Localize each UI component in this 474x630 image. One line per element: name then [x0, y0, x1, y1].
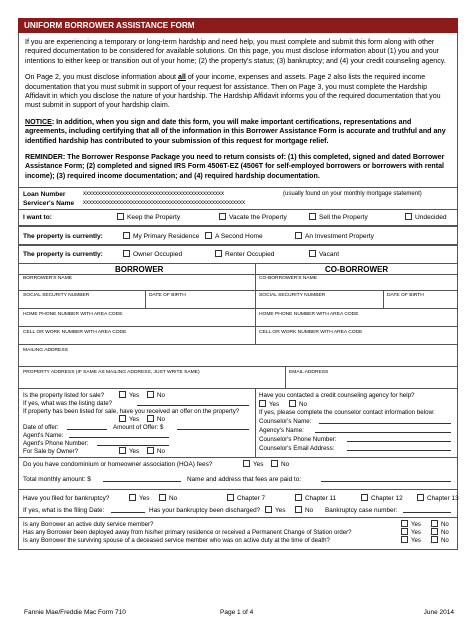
property-address-field[interactable]: PROPERTY ADDRESS (IF SAME AS MAILING ADDRESS, JUST WRITE SAME) [23, 370, 200, 376]
counselor-name-input[interactable] [319, 417, 451, 424]
hoa-yes-option[interactable]: Yes [243, 460, 263, 468]
hoa-section [18, 458, 458, 490]
discharged-label: Has your bankruptcy been discharged? [149, 507, 261, 515]
form-page [18, 18, 458, 550]
co-borrower-header: CO-BORROWER [325, 265, 389, 275]
discharged-yes-option[interactable]: Yes [265, 506, 285, 514]
undecided-option[interactable]: Undecided [405, 213, 447, 221]
bankruptcy-no-option[interactable]: No [159, 494, 177, 502]
hoa-paid-to-input[interactable] [321, 475, 451, 482]
loan-number-note: (usually found on your monthly mortgage statement) [283, 191, 422, 198]
borrower-name-field[interactable]: BORROWER'S NAME [23, 276, 73, 282]
listing-counseling-section [18, 389, 458, 458]
intent-row [18, 210, 458, 227]
footer-page-number: Page 1 of 4 [220, 609, 254, 616]
filing-date-input[interactable] [111, 506, 145, 513]
surviving-spouse-yes-option[interactable]: Yes [401, 536, 421, 544]
hoa-paid-to-label: Name and address that fees are paid to: [187, 476, 302, 484]
hoa-no-option[interactable]: No [271, 460, 289, 468]
investment-property-checkbox[interactable] [295, 232, 302, 239]
listed-no-checkbox[interactable] [147, 391, 154, 398]
second-home-checkbox[interactable] [205, 232, 212, 239]
investment-property-option[interactable]: An Investment Property [295, 232, 374, 240]
offer-yes-option[interactable]: Yes [119, 415, 139, 423]
offer-amount-input[interactable] [177, 423, 249, 430]
owner-occupied-option[interactable]: Owner Occupied [123, 250, 182, 258]
names-row [18, 275, 458, 291]
offer-date-label: Date of offer: [23, 424, 59, 432]
discharged-no-checkbox[interactable] [295, 506, 302, 513]
listed-yes-option[interactable]: Yes [119, 391, 139, 399]
counselor-phone-label: Counselor's Phone Number: [259, 436, 337, 444]
co-borrower-cell-phone-field[interactable]: CELL OR WORK NUMBER WITH AREA CODE [259, 330, 363, 336]
bankruptcy-question: Have you filed for bankruptcy? [23, 495, 110, 503]
counseling-yes-checkbox[interactable] [259, 400, 266, 407]
listing-date-label: If yes, what was the listing date? [23, 400, 113, 408]
property-status-label: The property is currently: [23, 233, 103, 241]
case-number-label: Bankruptcy case number: [325, 507, 398, 515]
chapter-7-option[interactable]: Chapter 7 [227, 494, 265, 502]
vacant-option[interactable]: Vacant [309, 250, 339, 258]
renter-occupied-checkbox[interactable] [215, 250, 222, 257]
intent-label: I want to: [23, 214, 52, 222]
sell-property-checkbox[interactable] [309, 213, 316, 220]
loan-info-row [18, 188, 458, 210]
deployed-yes-option[interactable]: Yes [401, 528, 421, 536]
vacate-property-option[interactable]: Vacate the Property [219, 213, 287, 221]
home-phone-row [18, 309, 458, 327]
agent-phone-input[interactable] [97, 439, 169, 446]
agency-name-input[interactable] [315, 426, 451, 433]
mailing-address-row [18, 345, 458, 367]
chapter-11-option[interactable]: Chapter 11 [295, 494, 336, 502]
active-duty-yes-checkbox[interactable] [401, 520, 408, 527]
cell-phone-row [18, 327, 458, 345]
chapter-13-option[interactable]: Chapter 13 [417, 494, 459, 502]
active-duty-yes-option[interactable]: Yes [401, 520, 421, 528]
counseling-no-option[interactable]: No [289, 400, 307, 408]
military-section [18, 518, 458, 550]
listed-for-sale-question: Is the property listed for sale? [23, 392, 105, 400]
borrower-ssn-field[interactable]: SOCIAL SECURITY NUMBER [23, 293, 90, 299]
servicer-label: Servicer's Name [23, 200, 75, 208]
counseling-no-checkbox[interactable] [289, 400, 296, 407]
hoa-yes-checkbox[interactable] [243, 460, 250, 467]
agent-phone-label: Agent's Phone Number: [23, 440, 89, 448]
counselor-name-label: Counselor's Name: [259, 418, 312, 426]
active-duty-no-option[interactable]: No [431, 520, 449, 528]
listing-date-input[interactable] [137, 399, 249, 406]
undecided-checkbox[interactable] [405, 213, 412, 220]
chapter-12-checkbox[interactable] [361, 494, 368, 501]
primary-residence-option[interactable]: My Primary Residence [123, 232, 199, 240]
borrower-cell-phone-field[interactable]: CELL OR WORK NUMBER WITH AREA CODE [23, 330, 127, 336]
co-borrower-dob-field[interactable]: DATE OF BIRTH [387, 293, 424, 299]
footer-form-id: Fannie Mae/Freddie Mac Form 710 [24, 609, 126, 616]
property-status-row [18, 227, 458, 246]
bankruptcy-section [18, 490, 458, 518]
offer-date-input[interactable] [67, 423, 107, 430]
active-duty-question: Is any Borrower an active duty service member? [23, 521, 154, 529]
offer-yes-checkbox[interactable] [119, 415, 126, 422]
surviving-spouse-question: Is any Borrower the surviving spouse of a deceased service member who was on active duty at the time of death? [23, 537, 330, 545]
vacant-checkbox[interactable] [309, 250, 316, 257]
offer-question: If property has been listed for sale, have you received an offer on the property? [23, 408, 240, 416]
discharged-no-option[interactable]: No [295, 506, 313, 514]
hoa-total-input[interactable] [103, 475, 181, 482]
hoa-no-checkbox[interactable] [271, 460, 278, 467]
offer-no-checkbox[interactable] [147, 415, 154, 422]
surviving-spouse-no-option[interactable]: No [431, 536, 449, 544]
filing-date-label: If yes, what is the filing Date: [23, 507, 105, 515]
primary-residence-checkbox[interactable] [123, 232, 130, 239]
co-borrower-home-phone-field[interactable]: HOME PHONE NUMBER WITH AREA CODE [259, 312, 359, 318]
bankruptcy-yes-option[interactable]: Yes [129, 494, 149, 502]
renter-occupied-option[interactable]: Renter Occupied [215, 250, 274, 258]
ssn-dob-row [18, 291, 458, 309]
form-title: UNIFORM BORROWER ASSISTANCE FORM [18, 18, 458, 33]
chapter-11-checkbox[interactable] [295, 494, 302, 501]
chapter-12-option[interactable]: Chapter 12 [361, 494, 403, 502]
listed-yes-checkbox[interactable] [119, 391, 126, 398]
chapter-13-checkbox[interactable] [417, 494, 424, 501]
agency-name-label: Agency's Name: [259, 427, 304, 435]
counselor-email-input[interactable] [347, 444, 451, 451]
occupancy-label: The property is currently: [23, 251, 103, 259]
intro-section [18, 33, 458, 188]
counselor-phone-input[interactable] [347, 435, 451, 442]
co-borrower-ssn-field[interactable]: SOCIAL SECURITY NUMBER [259, 293, 326, 299]
agent-name-input[interactable] [69, 431, 169, 438]
reminder-paragraph: REMINDER: The Borrower Response Package you need to return consists of: (1) this completed, signed and dated Borrower Assistance Form; (2) completed and signed IRS Form 4506T-EZ (4506T for self-employed borrowers or borrowers with rental income); (3) required income documentation; and (4) required hardship documentation. [25, 153, 445, 180]
mailing-address-field[interactable]: MAILING ADDRESS [23, 348, 68, 354]
agent-name-label: Agent's Name: [23, 432, 64, 440]
occupancy-row [18, 246, 458, 264]
fsbo-yes-option[interactable]: Yes [119, 447, 139, 455]
sell-property-option[interactable]: Sell the Property [309, 213, 368, 221]
case-number-input[interactable] [403, 506, 451, 513]
offer-no-option[interactable]: No [147, 415, 165, 423]
co-borrower-name-field[interactable]: CO-BORROWER'S NAME [259, 276, 317, 282]
borrower-home-phone-field[interactable]: HOME PHONE NUMBER WITH AREA CODE [23, 312, 123, 318]
counselor-email-label: Counselor's Email Address: [259, 445, 335, 453]
intro-paragraph-2: On Page 2, you must disclose information about all of your income, expenses and assets. Page 2 also lists the required income documentation that you must submit in support of your request for assistance. Then on Page 3, you must complete the Hardship Affidavit in which you disclose the nature of your hardship. The Hardship Affidavit informs you of the required documentation that you must submit in support of your hardship claim. [25, 73, 441, 110]
borrower-headers-row [18, 264, 458, 275]
fsbo-no-option[interactable]: No [147, 447, 165, 455]
fsbo-yes-checkbox[interactable] [119, 447, 126, 454]
counseling-question: Have you contacted a credit counseling agency for help? [259, 392, 415, 400]
deployed-no-option[interactable]: No [431, 528, 449, 536]
active-duty-no-checkbox[interactable] [431, 520, 438, 527]
property-email-row [18, 367, 458, 389]
deployed-no-checkbox[interactable] [431, 528, 438, 535]
loan-number-field[interactable]: xxxxxxxxxxxxxxxxxxxxxxxxxxxxxxxxxxxxxxxxxxxxxxx [83, 191, 224, 198]
fsbo-no-checkbox[interactable] [147, 447, 154, 454]
footer-date: June 2014 [423, 609, 454, 616]
surviving-spouse-no-checkbox[interactable] [431, 536, 438, 543]
counseling-yes-option[interactable]: Yes [259, 400, 279, 408]
listed-no-option[interactable]: No [147, 391, 165, 399]
borrower-dob-field[interactable]: DATE OF BIRTH [149, 293, 186, 299]
surviving-spouse-yes-checkbox[interactable] [401, 536, 408, 543]
owner-occupied-checkbox[interactable] [123, 250, 130, 257]
servicer-field[interactable]: xxxxxxxxxxxxxxxxxxxxxxxxxxxxxxxxxxxxxxxxxxxxxxxxxxxxxx [83, 200, 245, 207]
bankruptcy-yes-checkbox[interactable] [129, 494, 136, 501]
second-home-option[interactable]: A Second Home [205, 232, 263, 240]
vacate-property-checkbox[interactable] [219, 213, 226, 220]
counselor-note: If yes, please complete the counselor contact information below: [259, 409, 435, 417]
hoa-total-label: Total monthly amount: $ [23, 476, 91, 484]
notice-paragraph: NOTICE: In addition, when you sign and date this form, you will make important certifications, representations and agreements, including certifying that all of the information in this Borrower Assistance Form is accurate and truthful and any identified hardship has contributed to your submission of this request for mortgage relief. [25, 117, 446, 145]
chapter-7-checkbox[interactable] [227, 494, 234, 501]
discharged-yes-checkbox[interactable] [265, 506, 272, 513]
bankruptcy-no-checkbox[interactable] [159, 494, 166, 501]
borrower-header: BORROWER [115, 265, 164, 275]
intro-paragraph-1: If you are experiencing a temporary or long-term hardship and need help, you must complete and submit this form along with other required documentation to be considered for available solutions. On this page, you must disclose information about (1) you and your intentions to either keep or transition out of your home; (2) the property's status; (3) bankruptcy; and (4) your credit counseling agency. [25, 38, 446, 65]
offer-amount-label: Amount of Offer: $ [113, 424, 164, 432]
keep-property-option[interactable]: Keep the Property [117, 213, 180, 221]
keep-property-checkbox[interactable] [117, 213, 124, 220]
loan-number-label: Loan Number [23, 191, 66, 199]
hoa-question: Do you have condominium or homeowner association (HOA) fees? [23, 461, 213, 469]
deployed-yes-checkbox[interactable] [401, 528, 408, 535]
email-address-field[interactable]: EMAIL ADDRESS [289, 370, 329, 376]
deployed-question: Has any Borrower been deployed away from his/her primary residence or received a Permanent Change of Station order? [23, 529, 352, 537]
fsbo-label: For Sale by Owner? [23, 448, 79, 456]
